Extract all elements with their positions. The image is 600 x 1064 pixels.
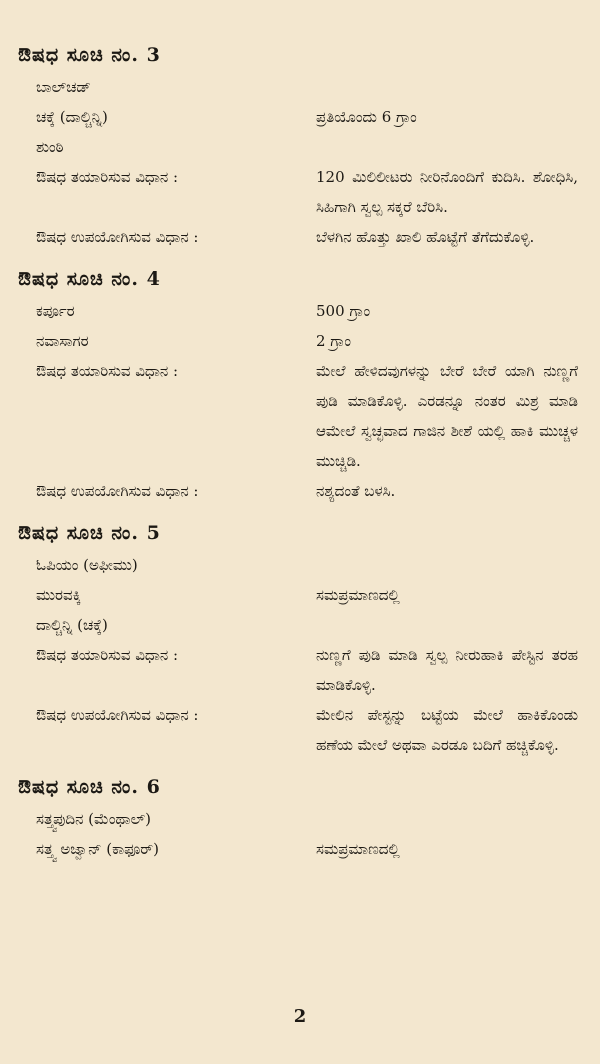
ingredient-row [18,550,578,580]
row-value: 500 ಗ್ರಾಂ [316,302,371,320]
ingredient-row [18,296,578,326]
row-label: ಓಪಿಯಂ (ಅಫೀಮು) [36,556,138,574]
section-heading: ಔಷಧ ಸೂಚಿ ನಂ. 3 [18,44,161,66]
ingredient-row [18,834,578,864]
ingredient-row [18,580,578,610]
prescription-section-4 [18,264,578,506]
usage-row [18,222,578,252]
row-value: ನುಣ್ಣಗೆ ಪುಡಿ ಮಾಡಿ ಸ್ವಲ್ಪ ನೀರುಹಾಕಿ ಪೇಸ್ಟಿನ ತರಹ ಮಾಡಿಕೊಳ್ಳಿ. [316,646,578,694]
row-label: ಸತ್ತ್ವ ಅಜ್ವಾನ್ (ಕಾಫೂರ್) [36,840,159,858]
row-label: ಔಷಧ ತಯಾರಿಸುವ ವಿಧಾನ : [36,168,179,186]
row-value: ನಶ್ಯದಂತೆ ಬಳಸಿ. [316,482,396,500]
row-label: ಶುಂಠಿ [36,138,64,156]
row-label: ಕರ್ಪೂರ [36,302,75,320]
row-value: ಮೇಲೆ ಹೇಳಿದವುಗಳನ್ನು ಬೇರೆ ಬೇರೆ ಯಾಗಿ ನುಣ್ಣಗೆ ಪುಡಿ ಮಾಡಿಕೊಳ್ಳಿ. ಎರಡನ್ನೂ ನಂತರ ಮಿಶ್ರ ಮಾಡಿ ಆಮೇಲೆ ಸ್ವಚ್ಛವಾದ ಗಾಜಿನ ಶೀಶೆ ಯಲ್ಲಿ ಹಾಕಿ ಮುಚ್ಚಳ ಮುಚ್ಚಿಡಿ. [316,362,578,470]
ingredient-row [18,610,578,640]
prescription-section-6 [18,772,578,864]
section-heading: ಔಷಧ ಸೂಚಿ ನಂ. 4 [18,268,161,290]
row-value: 120 ಮಿಲಿಲೀಟರು ನೀರಿನೊಂದಿಗೆ ಕುದಿಸಿ. ಶೋಧಿಸಿ, ಸಿಹಿಗಾಗಿ ಸ್ವಲ್ಪ ಸಕ್ಕರೆ ಬೆರಿಸಿ. [316,168,578,216]
preparation-row [18,356,578,476]
row-value: ಸಮಪ್ರಮಾಣದಲ್ಲಿ [316,840,400,858]
ingredient-row [18,102,578,132]
usage-row [18,700,578,760]
ingredient-row [18,326,578,356]
row-label: ಸತ್ತ್ವಪುದಿನ (ಮೆಂಥಾಲ್) [36,810,151,828]
row-value: ಪ್ರತಿಯೊಂದು 6 ಗ್ರಾಂ [316,108,417,126]
ingredient-row [18,132,578,162]
row-value: ಸಮಪ್ರಮಾಣದಲ್ಲಿ [316,586,400,604]
row-label: ಮುರವಕ್ಕಿ [36,586,82,604]
ingredient-row [18,804,578,834]
row-label: ಬಾಲ್‌ಚಡ್ [36,78,91,96]
row-label: ಔಷಧ ತಯಾರಿಸುವ ವಿಧಾನ : [36,646,179,664]
row-label: ದಾಲ್ಚಿನ್ನಿ (ಚಕ್ಕೆ) [36,616,108,634]
preparation-row [18,162,578,222]
section-heading: ಔಷಧ ಸೂಚಿ ನಂ. 5 [18,522,161,544]
row-value: 2 ಗ್ರಾಂ [316,332,352,350]
row-value: ಬೆಳಗಿನ ಹೊತ್ತು ಖಾಲಿ ಹೊಟ್ಟೆಗೆ ತೆಗೆದುಕೊಳ್ಳಿ. [316,228,535,246]
ingredient-row [18,72,578,102]
usage-row [18,476,578,506]
section-heading: ಔಷಧ ಸೂಚಿ ನಂ. 6 [18,776,161,798]
prescription-section-3 [18,40,578,252]
page-number: 2 [293,1006,307,1027]
row-value: ಮೇಲಿನ ಪೇಸ್ಟನ್ನು ಬಟ್ಟೆಯ ಮೇಲೆ ಹಾಕಿಕೊಂಡು ಹಣೆಯ ಮೇಲೆ ಅಥವಾ ಎರಡೂ ಬದಿಗೆ ಹಚ್ಚಿಕೊಳ್ಳಿ. [316,706,578,754]
row-label: ಔಷಧ ಉಪಯೋಗಿಸುವ ವಿಧಾನ : [36,482,199,500]
row-label: ಚಕ್ಕೆ (ದಾಲ್ಚಿನ್ನಿ) [36,108,108,126]
row-label: ಔಷಧ ಉಪಯೋಗಿಸುವ ವಿಧಾನ : [36,228,199,246]
row-label: ಔಷಧ ಉಪಯೋಗಿಸುವ ವಿಧಾನ : [36,706,199,724]
row-label: ಔಷಧ ತಯಾರಿಸುವ ವಿಧಾನ : [36,362,179,380]
preparation-row [18,640,578,700]
row-label: ನವಾಸಾಗರ [36,332,89,350]
prescription-section-5 [18,518,578,760]
